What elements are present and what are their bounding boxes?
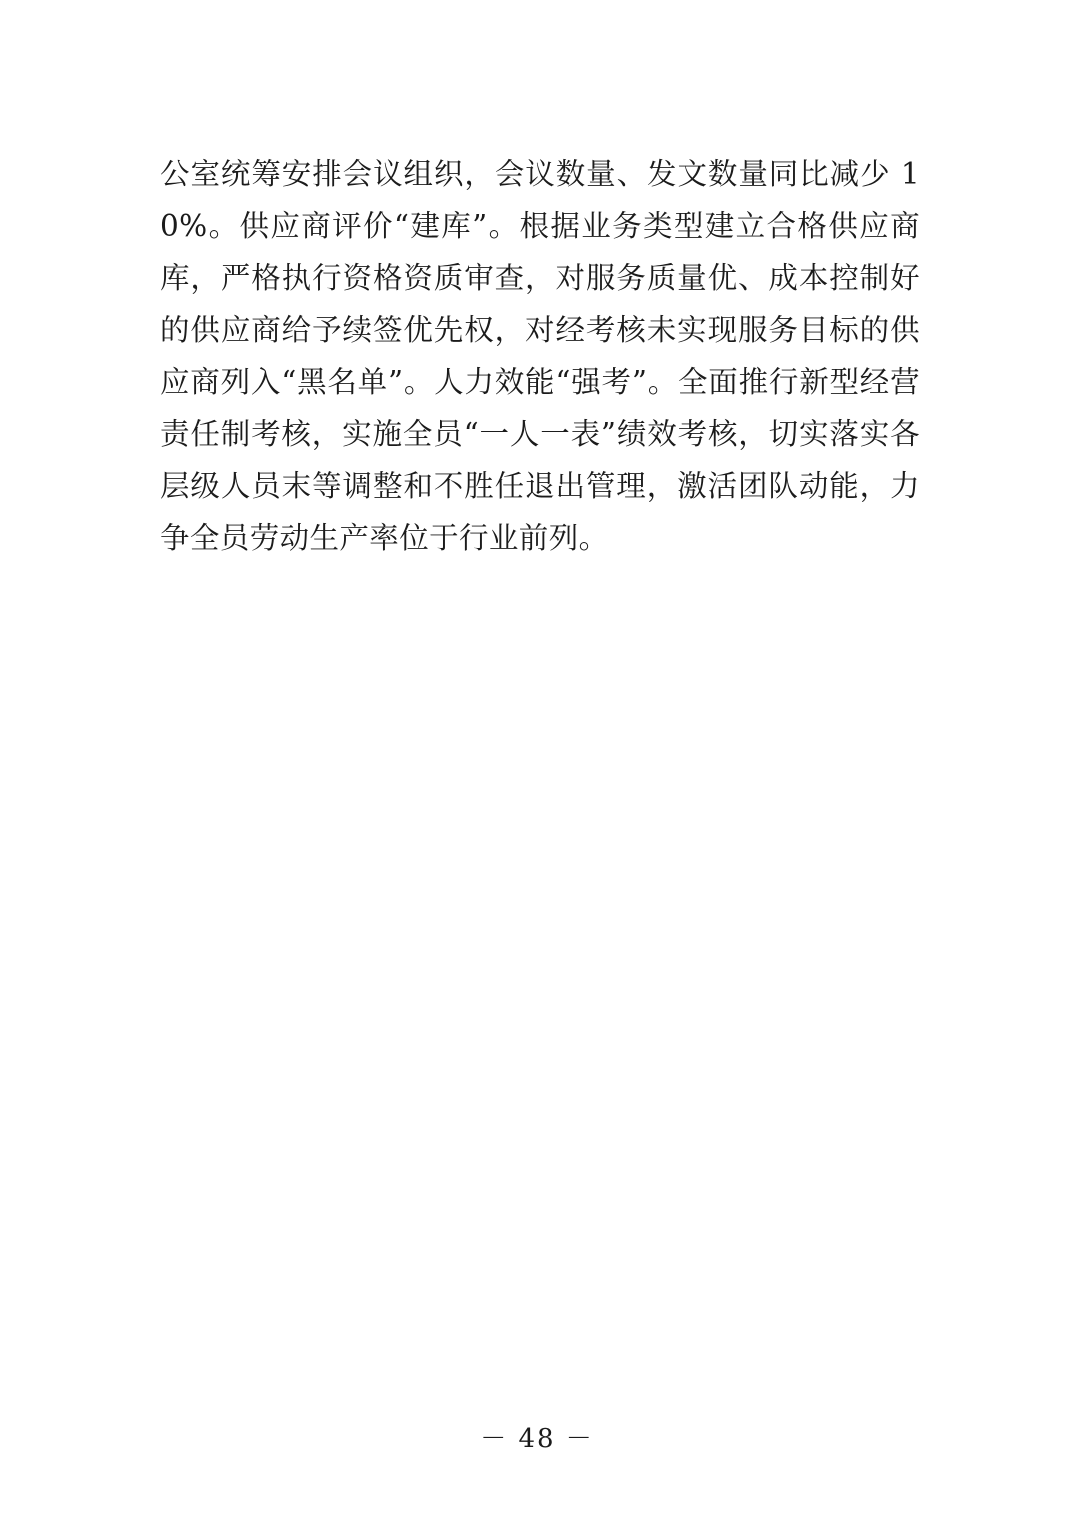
page-number: － 48 － <box>480 1424 594 1454</box>
body-paragraph: 公室统筹安排会议组织，会议数量、发文数量同比减少 10%。供应商评价“建库”。根据业务类型建立合格供应商库，严格执行资格资质审查，对服务质量优、成本控制好的供应商给予续签优先权，对经考核未实现服务目标的供应商列入“黑名单”。人力效能“强考”。全面推行新型经营责任制考核，实施全员“一人一表”绩效考核，切实落实各层级人员末等调整和不胜任退出管理，激活团队动能，力争全员劳动生产率位于行业前列。 <box>160 156 920 555</box>
body-text-block <box>160 118 920 593</box>
